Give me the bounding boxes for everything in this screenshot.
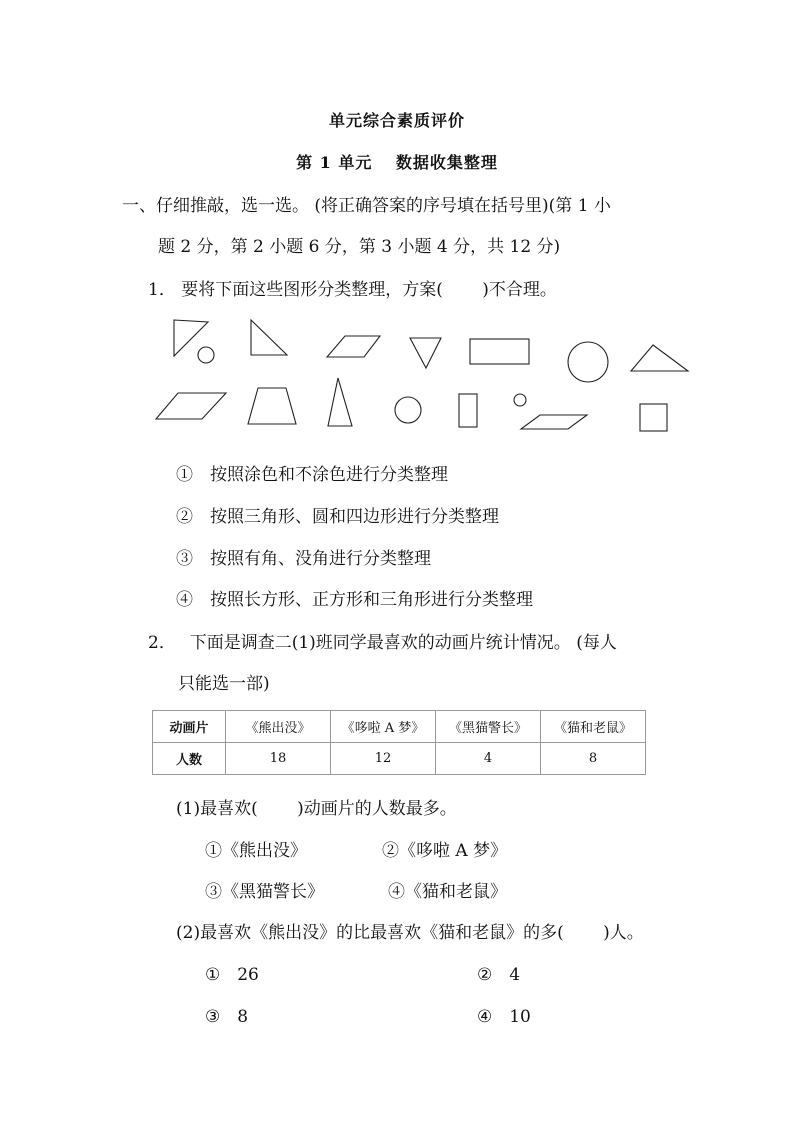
table-row — [153, 743, 646, 775]
rectangle-shape — [470, 339, 529, 364]
parallelogram-shape — [327, 336, 380, 357]
q1-option-3: ③ 按照有角、没角进行分类整理 — [176, 549, 431, 569]
table-header-cell: 人数 — [153, 743, 226, 775]
flat-parallelogram-shape — [521, 415, 587, 429]
table-cell: 《猫和老鼠》 — [541, 711, 646, 743]
tall-triangle-shape — [328, 378, 352, 426]
parallelogram-shape — [156, 393, 226, 419]
inverted-triangle-shape — [410, 338, 441, 368]
q2-sub2-option-3: ③ 8 — [205, 1007, 249, 1027]
table-cell: 4 — [436, 743, 541, 775]
q1-text: 1． 要将下面这些图形分类整理，方案( )不合理。 — [148, 280, 557, 300]
q2-sub2-option-1: ① 26 — [205, 965, 259, 985]
table-row — [153, 711, 646, 743]
q2-text-line1: 2． 下面是调查二(1)班同学最喜欢的动画片统计情况。 (每人 — [148, 633, 617, 653]
q1-option-2: ② 按照三角形、圆和四边形进行分类整理 — [176, 507, 499, 527]
table-cell: 《熊出没》 — [226, 711, 331, 743]
table-cell: 18 — [226, 743, 331, 775]
table-cell: 12 — [331, 743, 436, 775]
q2-sub2-text: (2)最喜欢《熊出没》的比最喜欢《猫和老鼠》的多( )人。 — [176, 923, 644, 943]
section1-heading-line2: 题 2 分，第 2 小题 6 分，第 3 小题 4 分，共 12 分) — [158, 237, 561, 257]
q2-sub1-option-1: ①《熊出没》 — [205, 841, 307, 861]
tiny-circle-shape — [514, 394, 526, 406]
trapezoid-shape — [248, 388, 296, 424]
q2-text-line2: 只能选一部) — [178, 674, 270, 694]
right-triangle-shape — [251, 320, 287, 355]
right-triangle-shape — [174, 320, 208, 356]
square-shape — [640, 404, 667, 431]
q2-sub2-option-2: ② 4 — [477, 965, 521, 985]
doc-subtitle: 第 1 单元 数据收集整理 — [296, 153, 498, 172]
q2-sub1-text: (1)最喜欢( )动画片的人数最多。 — [176, 799, 457, 819]
q2-sub1-option-2: ②《哆啦 A 梦》 — [382, 841, 508, 861]
q1-option-1: ① 按照涂色和不涂色进行分类整理 — [176, 465, 448, 485]
table-cell: 8 — [541, 743, 646, 775]
doc-title: 单元综合素质评价 — [328, 111, 465, 130]
q2-sub1-option-3: ③《黑猫警长》 — [205, 882, 324, 902]
q2-sub1-option-4: ④《猫和老鼠》 — [388, 882, 507, 902]
q1-option-4: ④ 按照长方形、正方形和三角形进行分类整理 — [176, 590, 533, 610]
narrow-rectangle-shape — [459, 394, 477, 427]
q2-sub2-option-4: ④ 10 — [477, 1007, 531, 1027]
table-cell: 《哆啦 A 梦》 — [331, 711, 436, 743]
triangle-shape — [631, 345, 688, 371]
cartoon-stats-table — [152, 710, 646, 775]
large-circle-shape — [568, 342, 608, 382]
shapes-figure — [150, 312, 710, 442]
circle-shape — [395, 397, 421, 423]
section1-heading-line1: 一、仔细推敲，选一选。 (将正确答案的序号填在括号里)(第 1 小 — [122, 196, 611, 216]
table-cell: 《黑猫警长》 — [436, 711, 541, 743]
table-header-cell: 动画片 — [153, 711, 226, 743]
small-circle-shape — [198, 347, 214, 363]
